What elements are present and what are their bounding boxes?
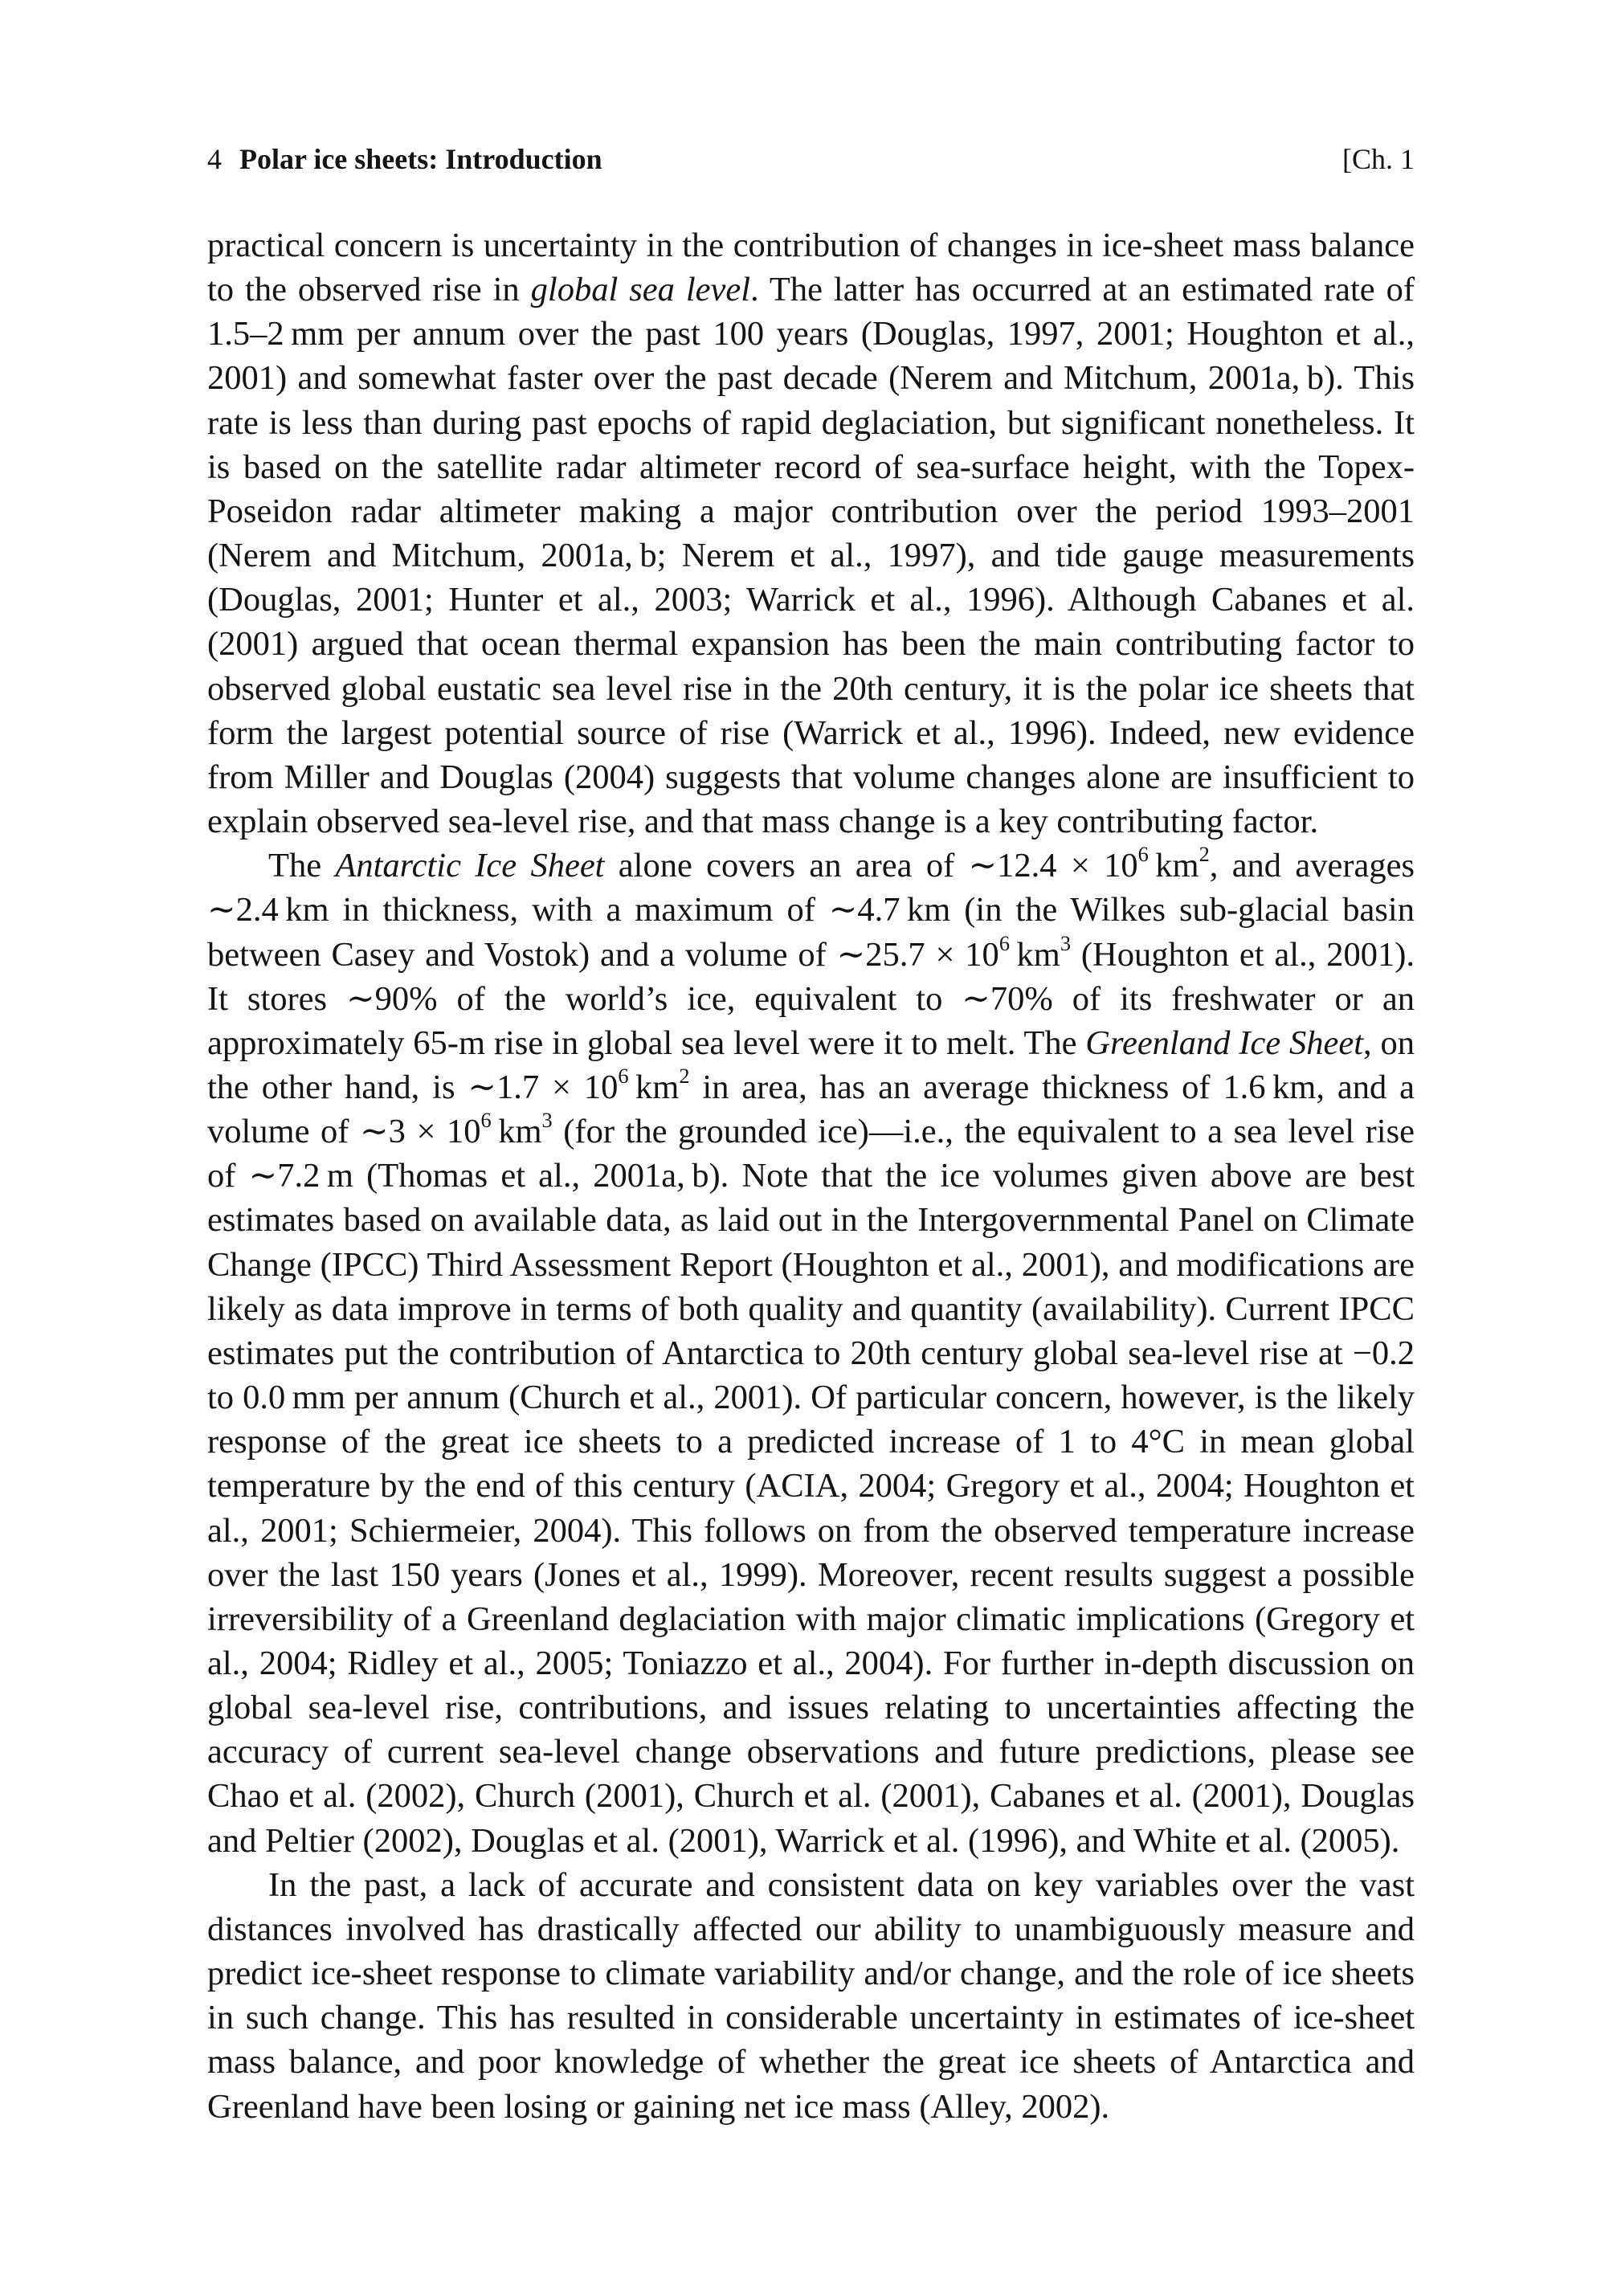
text-run: . The latter has occurred at an estimated rate of 1.5–2 mm per annum over the past 100 years (Douglas, 1997, 2001; Houghton et al., 2001) and somewhat faster over the past decade (Nerem and Mitchum, 2001a, b). This rate is less than during past epochs of rapid deglaciation, but significant nonetheless. It is based on the satellite radar altimeter record of sea-surface height, with the Topex-Poseidon radar altimeter making a major contribution over the period 1993–2001 (Nerem and Mitchum, 2001a, b; Nerem et al., 1997), and tide gauge measurements (Douglas, 2001; Hunter et al., 2003; Warrick et al., 1996). Although Cabanes et al. (2001) argued that ocean thermal expansion has been the main contributing factor to observed global eustatic sea level rise in the 20th century, it is the polar ice sheets that form the largest potential source of rise (Warrick et al., 1996). Indeed, new evidence from Miller and Douglas (2004) suggests that volume changes alone are insufficient to explain observed sea-level rise, and that mass change is a key contributing factor. [207,271,1415,841]
text-run: km [1009,935,1060,974]
paragraph [207,844,1415,1863]
italic-term: Antarctic Ice Sheet [335,847,605,885]
chapter-label: [Ch. 1 [1342,143,1415,175]
text-run: (Houghton et al., 2001). It stores ∼90% of the world’s ice, equivalent to ∼70% of its freshwater or an approximately 65-m rise in global sea level were it to melt. The [207,935,1415,1062]
page-number: 4 [207,143,222,175]
text-run: in area, has an average thickness of 1.6 km, and a volume of ∼3 × 10 [207,1068,1415,1151]
text-run: , and averages ∼2.4 km in thickness, with a maximum of ∼4.7 km (in the Wilkes sub-glacial basin between Casey and Vostok) and a volume of ∼25.7 × 10 [207,847,1415,974]
text-run: In the past, a lack of accurate and consistent data on key variables over the vast distances involved has drastically affected our ability to unambiguously measure and predict ice-sheet response to climate variability and/or change, and the role of ice sheets in such change. This has resulted in considerable uncertainty in estimates of ice-sheet mass balance, and poor knowledge of whether the great ice sheets of Antarctica and Greenland have been losing or gaining net ice mass (Alley, 2002). [207,1865,1415,2126]
text-run: km [628,1068,680,1106]
paragraph [207,1863,1415,2129]
text-run: The [268,847,336,885]
italic-term: Greenland Ice Sheet [1085,1023,1364,1062]
superscript: 2 [1199,843,1210,867]
running-head-title: Polar ice sheets: Introduction [239,143,602,175]
superscript: 6 [1137,843,1149,867]
running-head [207,138,1415,180]
superscript: 3 [1060,931,1071,955]
paragraph [207,223,1415,844]
superscript: 6 [998,931,1010,955]
text-run: km [491,1113,542,1151]
running-head-left [207,138,602,180]
book-page [207,138,1415,2129]
superscript: 6 [480,1109,492,1133]
superscript: 6 [618,1064,629,1088]
body-text [207,223,1415,2129]
text-run: practical concern is uncertainty in the contribution of changes in ice-sheet mass balance to the observed rise in [207,227,1415,309]
text-run: km [1148,847,1199,885]
italic-term: global sea level [530,271,751,309]
superscript: 2 [679,1064,690,1088]
text-run: , on the other hand, is ∼1.7 × 10 [207,1023,1415,1106]
superscript: 3 [541,1109,553,1133]
text-run: alone covers an area of ∼12.4 × 10 [604,847,1138,885]
text-run: (for the grounded ice)—i.e., the equivalent to a sea level rise of ∼7.2 m (Thomas et al., 2001a, b). Note that the ice volumes given above are best estimates based on available data, as laid out in the Intergovernmental Panel on Climate Change (IPCC) Third Assessment Report (Houghton et al., 2001), and modifications are likely as data improve in terms of both quality and quantity (availability). Current IPCC estimates put the contribution of Antarctica to 20th century global sea-level rise at −0.2 to 0.0 mm per annum (Church et al., 2001). Of particular concern, however, is the likely response of the great ice sheets to a predicted increase of 1 to 4°C in mean global temperature by the end of this century (ACIA, 2004; Gregory et al., 2004; Houghton et al., 2001; Schiermeier, 2004). This follows on from the observed temperature increase over the last 150 years (Jones et al., 1999). Moreover, recent results suggest a possible irreversibility of a Greenland deglaciation with major climatic implications (Gregory et al., 2004; Ridley et al., 2005; Toniazzo et al., 2004). For further in-depth discussion on global sea-level rise, contributions, and issues relating to uncertainties affecting the accuracy of current sea-level change observations and future predictions, please see Chao et al. (2002), Church (2001), Church et al. (2001), Cabanes et al. (2001), Douglas and Peltier (2002), Douglas et al. (2001), Warrick et al. (1996), and White et al. (2005). [207,1113,1415,1860]
